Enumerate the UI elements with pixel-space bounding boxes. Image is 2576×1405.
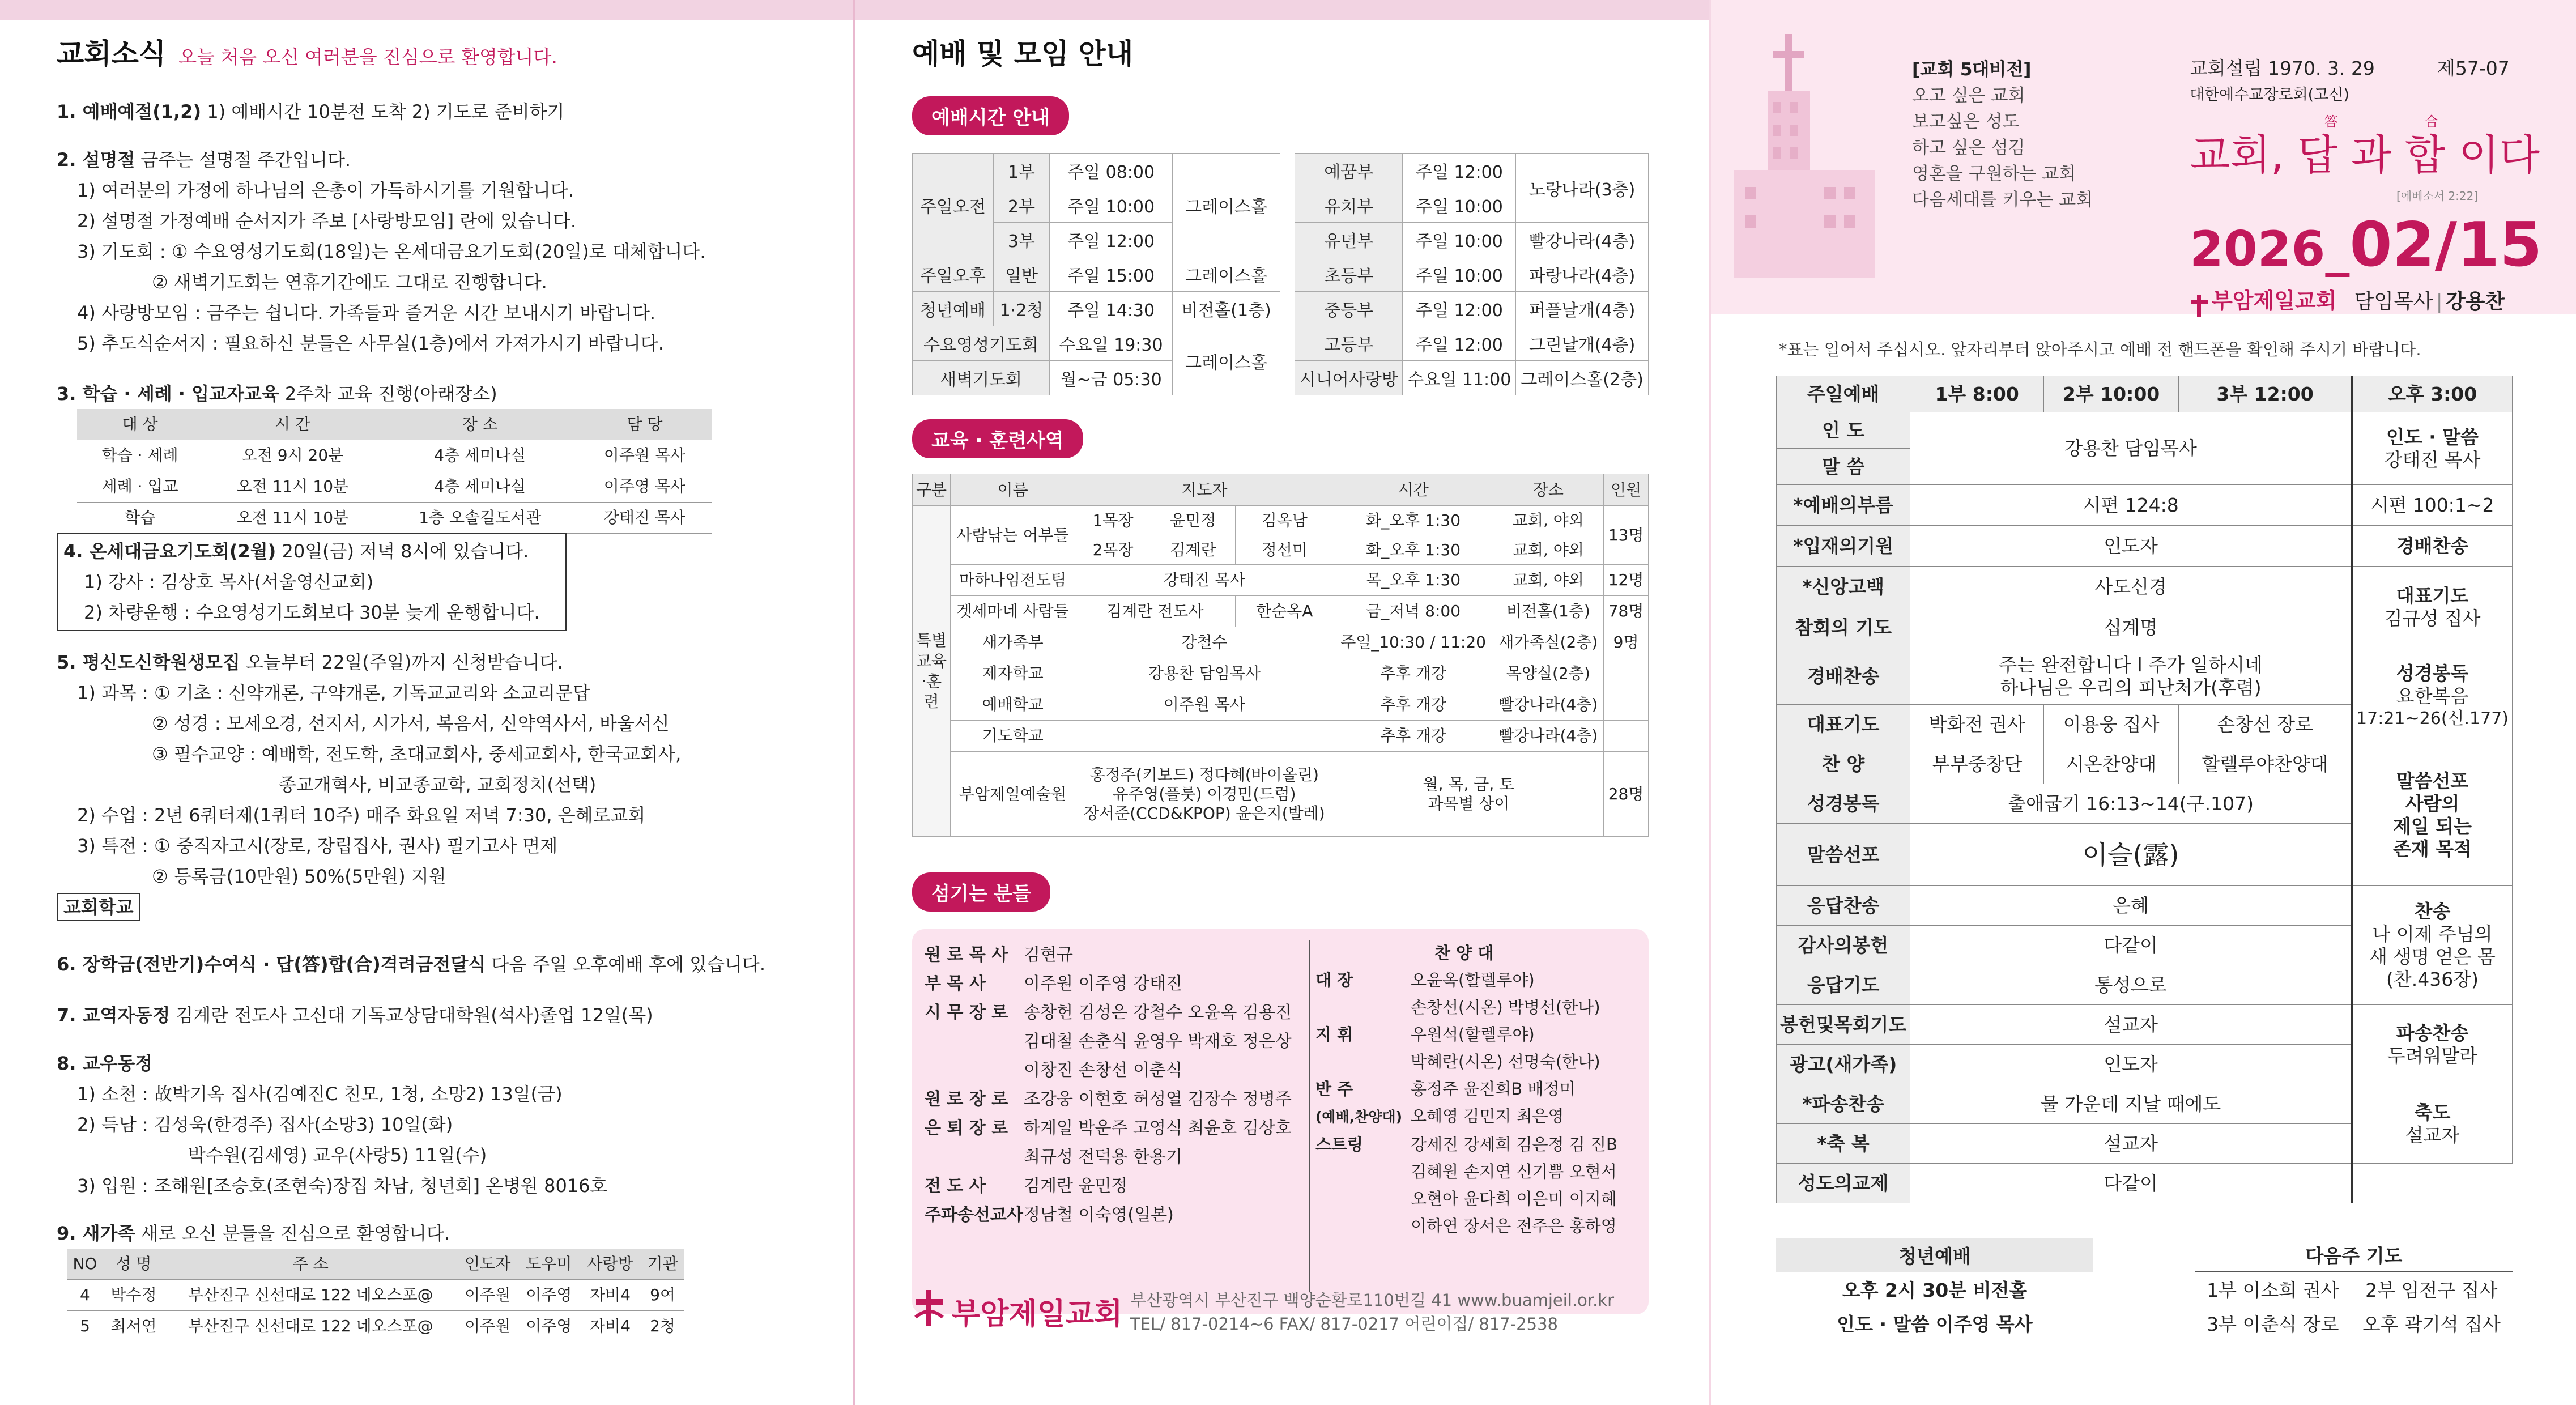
worship-title: 예배 및 모임 안내 [912, 37, 1134, 70]
table-row: 찬 양 부부중창단 시온찬양대 할렐루야찬양대 말씀선포 사람의 제일 되는 존재 목적 [1777, 744, 2513, 784]
item-line: 1) 과목 : ① 기초 : 신약개론, 구약개론, 기독교교리와 소교리문답 [77, 682, 590, 704]
staff-list: 원 로 목 사 김현규 부 목 사 이주원 이주영 강태진 시 무 장 로 송창헌 김성은 강철수 오윤옥 김용진 김대철 손춘식 윤영우 박재호 정은상 이창진 손창선 이춘식 원 로 장 로 조강웅 이현호 허성열 김장수 정병주 은 퇴 장 로 하계일 박운주 고영식 최윤호 김상호 최규성 전덕용 한용기 전 도 사 김계란 윤민정 주파송선교사정남철 이숙영(일본) [925, 945, 1292, 1225]
order-note: *표는 일어서 주십시오. 앞자리부터 앉아주시고 예배 전 핸드폰을 확인해 주시기 바랍니다. [1779, 340, 2421, 359]
item-line: 4) 사랑방모임 : 금주는 쉽니다. 가족들과 즐거운 시간 보내시기 바랍니다. [77, 302, 656, 323]
item-text: 금주는 설명절 주간입니다. [140, 149, 351, 171]
table-row: 제자학교 강용찬 담임목사 추후 개강 목양실(2층) [913, 658, 1649, 689]
vision-list: [교회 5대비전] 오고 싶은 교회 보고싶은 성도 하고 싶은 섬김 영혼을 구원하는 교회 다음세대를 키우는 교회 [1912, 59, 2093, 210]
news-header [57, 31, 557, 72]
table-row: 대표기도 박화전 권사 이용웅 집사 손창선 장로 [1777, 705, 2513, 744]
item-text: 김계란 전도사 고신대 기독교상담대학원(석사)졸업 12일(목) [176, 1004, 653, 1026]
news-item-5 [57, 647, 681, 922]
founded-date: 교회설립 1970. 3. 29 [2190, 57, 2375, 79]
item-text: 20일(금) 저녁 8시에 있습니다. [282, 540, 529, 562]
table-row: 겟세마네 사람들 김계란 전도사 한순옥A 금_저녁 8:00 비전홀(1층) 78명 [913, 596, 1649, 627]
denomination: 대한예수교장로회(고신) [2190, 86, 2349, 104]
department-times-table [1295, 153, 1649, 395]
table-row: *신앙고백 사도신경 대표기도 김규성 집사 [1777, 567, 2513, 607]
table-row: 5 최서연 부산진구 신선대로 122 네오스포@ 이주원 이주영 자비4 2청 [67, 1311, 684, 1342]
table-row: *입재의기원 인도자 경배찬송 [1777, 526, 2513, 567]
education-pill: 교육 · 훈련사역 [912, 419, 1083, 458]
item-line: 박수원(김세영) 교우(사랑5) 11일(수) [188, 1144, 487, 1166]
motto-char-b: 合 [2425, 114, 2438, 130]
item-heading: 6. 장학금(전반기)수여식 · 답(答)합(合)격려금전달식 [57, 953, 486, 975]
table-row: 응답찬송 은혜 찬송 나 이제 주님의 새 생명 얻은 몸 (찬.436장) [1777, 886, 2513, 926]
servants-box [912, 929, 1649, 1314]
footer-phone: TEL/ 817-0214~6 FAX/ 817-0217 어린이집/ 817-2538 [1130, 1314, 1558, 1334]
item-line: 5) 추도식순서지 : 필요하신 분들은 사무실(1층)에서 가져가시기 바랍니다. [77, 333, 664, 354]
issue-number: 제57-07 [2437, 57, 2510, 79]
item-line: 3) 특전 : ① 중직자고시(장로, 장립집사, 권사) 필기고사 면제 [77, 835, 558, 857]
item-line: 2) 설명절 가정예배 순서지가 주보 [사랑방모임] 란에 있습니다. [77, 210, 577, 232]
bulletin-date: 2026_02/15 [2190, 210, 2543, 280]
item-heading: 4. 온세대금요기도회(2월) [63, 540, 276, 562]
fold-line-1 [853, 0, 855, 1405]
item-heading: 5. 평신도신학원생모집 [57, 652, 240, 673]
table-row: 마하나임전도팀 강태진 목사 목_오후 1:30 교회, 야외 12명 [913, 565, 1649, 596]
table-row: 2부 주일 10:00 [913, 188, 1280, 223]
item-line: 2) 수업 : 2년 6쿼터제(1쿼터 10주) 매주 화요일 저녁 7:30, 은혜로교회 [77, 804, 646, 826]
table-row: 중등부 주일 12:00 퍼플날개(4층) [1295, 292, 1649, 326]
news-title: 교회소식 [57, 37, 167, 70]
header-church-line: 부암제일교회 담임목사 | 강용찬 [2190, 283, 2505, 317]
item-line: ③ 필수교양 : 예배학, 전도학, 초대교회사, 중세교회사, 한국교회사, [152, 743, 682, 765]
table-row: 주일예배 1부 8:00 2부 10:00 3부 12:00 오후 3:00 [1777, 376, 2513, 412]
item-text: 2주차 교육 진행(아래장소) [284, 383, 497, 405]
footer-address: 부산광역시 부산진구 백양순환로110번길 41 www.buamjeil.or.kr [1130, 1291, 1615, 1310]
item-line: 3) 입원 : 조해원[조승호(조현숙)장집 차남, 청년회] 온병원 8016호 [77, 1175, 608, 1197]
news-item-1 [57, 96, 564, 127]
church-logo-icon [2190, 295, 2209, 317]
new-family-table: NO 성 명 주 소 인도자 도우미 사랑방 기관 4 박수정 부산진구 신선대로 122 네오스포@ 이주원 이주영 자비4 9여 5 최서연 부산진구 신선대로 122 네오스포@ 이주원 이주영 자비4 2청 [67, 1249, 684, 1342]
table-row: 세례 · 입교 오전 11시 10분 4층 세미나실 이주영 목사 [77, 471, 712, 503]
choir-list: 찬 양 대 대 장 오윤옥(할렐루야) 손창선(시온) 박병선(한나) 지 휘 우원석(할렐루야) 박혜란(시온) 선명숙(한나) 반 주 홍정주 윤진희B 배정미 (예배,찬양대) 오혜영 김민지 최은영 스트링 강세진 강세희 김은정 김 진B 김혜원 손지연 신기쁨 오현서 오현아 윤다희 이은미 이지혜 이하연 장서은 전주은 홍하영 [1315, 943, 1617, 1236]
table-row: 봉헌및목회기도 설교자 파송찬송 두려워말라 [1777, 1005, 2513, 1045]
table-row: 부암제일예술원 홍정주(키보드) 정다혜(바이올린) 유주영(플룻) 이경민(드럼) 장서준(CCD&KPOP) 윤은지(발레) 월, 목, 금, 토 과목별 상이 28명 [913, 752, 1649, 837]
table-row: 청년예배 1·2청 주일 14:30 비전홀(1층) [913, 292, 1280, 326]
item-heading: 9. 새가족 [57, 1223, 135, 1244]
church-school-label: 교회학교 [57, 893, 140, 921]
item-heading: 7. 교역자동정 [57, 1004, 171, 1026]
news-item-3 [57, 378, 712, 534]
table-row: *파송찬송 물 가운데 지날 때에도 축도 설교자 [1777, 1084, 2513, 1124]
table-row: 유년부 주일 10:00 빨강나라(4층) [1295, 223, 1649, 257]
item-text: 오늘부터 22일(주일)까지 신청받습니다. [245, 652, 563, 673]
table-row: 응답기도 통성으로 [1777, 965, 2513, 1005]
education-training-table: 구분 이름 지도자 시간 장소 인원 특별교육·훈련 사람낚는 어부들 1목장 윤민정 김옥남 화_오후 1:30 교회, 야외 13명 2목장 김계란 정선미 화_오후 1:30 교회, 야외 마하나임전도팀 강태진 목사 목_오후 1:30 교회, 야외 12명 겟세마네 사람들 김계란 전도사 한순옥A 금_저녁 8:00 비전홀(1층) 78명 새가족부 강철수 주일_10:30 / 11:20 새가족실(2층) 9명 제자학교 강용찬 담임목사 추후 개강 목양실(2층) 예배학교 이주원 목사 추후 개강 빨강나라(4층) 기도학교 추후 개강 빨강나라(4층) 부암제일예술원 홍정주(키보드) 정다혜(바이올린) 유주영(플룻) 이경민(드럼) 장서준(CCD&KPOP) 윤은지(발레) 월, 목, 금, 토 과목별 상이 28명 [912, 474, 1649, 837]
table-row: 주일오후 일반 주일 15:00 그레이스홀 [913, 257, 1280, 292]
item-line: 1) 강사 : 김상호 목사(서울영신교회) [84, 571, 374, 593]
table-row: 기도학교 추후 개강 빨강나라(4층) [913, 721, 1649, 752]
worship-times-table [912, 153, 1280, 395]
servants-divider [1309, 940, 1310, 1292]
item-line: 1) 소천 : 故박기옥 집사(김예진C 친모, 1청, 소망2) 13일(금) [77, 1083, 563, 1105]
table-row: 4 박수정 부산진구 신선대로 122 네오스포@ 이주원 이주영 자비4 9여 [67, 1280, 684, 1311]
item-line: 2) 차량운행 : 수요영성기도회보다 30분 늦게 운행합니다. [84, 602, 540, 623]
table-row: 성경봉독 출애굽기 16:13~14(구.107) [1777, 784, 2513, 824]
footer-church-name: 부암제일교회 [952, 1297, 1123, 1331]
news-item-4 [57, 533, 567, 631]
table-row: 초등부 주일 10:00 파랑나라(4층) [1295, 257, 1649, 292]
next-week-prayer-box: 다음주 기도 1부 이소희 권사 2부 임전구 집사 3부 이춘식 장로 오후 곽기석 집사 [2195, 1238, 2513, 1340]
table-row: 학습 · 세례 오전 9시 20분 4층 세미나실 이주원 목사 [77, 440, 712, 471]
table-row: 광고(새가족) 인도자 [1777, 1045, 2513, 1084]
motto-char-a: 答 [2324, 114, 2338, 130]
youth-worship-box: 청년예배 오후 2시 30분 비전홀 인도 · 말씀 이주영 목사 [1776, 1238, 2093, 1340]
item-line: 2) 득남 : 김성욱(한경주) 집사(소망3) 10일(화) [77, 1114, 453, 1135]
item-line: 1) 여러분의 가정에 하나님의 은총이 가득하시기를 기원합니다. [77, 180, 574, 201]
servants-pill: 섬기는 분들 [912, 872, 1050, 912]
table-row: 말씀선포 이슬(露) [1777, 824, 2513, 886]
table-row: *예배의부름 시편 124:8 시편 100:1~2 [1777, 485, 2513, 526]
item-line: ② 성경 : 모세오경, 선지서, 시가서, 복음서, 신약역사서, 바울서신 [152, 713, 670, 734]
table-row: 새가족부 강철수 주일_10:30 / 11:20 새가족실(2층) 9명 [913, 627, 1649, 658]
item-line: 종교개혁사, 비교종교학, 교회정치(선택) [279, 774, 597, 795]
table-row: *축 복 설교자 [1777, 1124, 2513, 1164]
table-row: 경배찬송 주는 완전합니다 l 주가 일하시네 하나님은 우리의 피난처가(후렴) 성경봉독 요한복음 17:21~26(신.177) [1777, 648, 2513, 705]
news-item-7 [57, 1000, 653, 1031]
table-row: 유치부 주일 10:00 [1295, 188, 1649, 223]
table-row: 참회의 기도 십계명 [1777, 607, 2513, 648]
item-heading: 8. 교우동정 [57, 1053, 153, 1074]
table-row: 인 도 강용찬 담임목사 인도 · 말씀 강태진 목사 [1777, 412, 2513, 449]
item-heading: 3. 학습 · 세례 · 입교자교육 [57, 383, 279, 405]
item-text: 다음 주일 오후예배 후에 있습니다. [491, 953, 766, 975]
table-row: 특별교육·훈련 사람낚는 어부들 1목장 윤민정 김옥남 화_오후 1:30 교회, 야외 13명 [913, 506, 1649, 535]
table-row: 새벽기도회 월~금 05:30 [913, 361, 1280, 395]
church-news-panel [57, 0, 850, 1405]
motto-verse: [에베소서 2:22] [2396, 189, 2479, 203]
table-row: 학습 오전 11시 10분 1층 오솔길도서관 강태진 목사 [77, 503, 712, 534]
church-building-illustration [1717, 23, 1887, 306]
item-line: ② 등록금(10만원) 50%(5만원) 지원 [152, 866, 446, 887]
education-table: 대 상 시 간 장 소 담 당 학습 · 세례 오전 9시 20분 4층 세미나실 이주원 목사 세례 · 입교 오전 11시 10분 4층 세미나실 이주영 목사 학습 오전 11시 10분 1층 오솔길도서관 강태진 목사 [77, 409, 712, 534]
table-row: 감사의봉헌 다같이 [1777, 926, 2513, 965]
order-of-worship-table [1776, 376, 2513, 1203]
table-row: 주일오전 1부 주일 08:00 그레이스홀 [913, 154, 1280, 188]
table-row: 예꿈부 주일 12:00 노랑나라(3층) [1295, 154, 1649, 188]
item-text: 1) 예배시간 10분전 도착 2) 기도로 준비하기 [207, 101, 565, 122]
item-text: 새로 오신 분들을 진심으로 환영합니다. [140, 1223, 450, 1244]
table-row: 수요영성기도회 수요일 19:30 그레이스홀 [913, 326, 1280, 361]
church-footer [912, 1283, 1649, 1334]
worship-times-pill: 예배시간 안내 [912, 96, 1069, 135]
item-heading: 1. 예배예절(1,2) [57, 101, 202, 122]
table-row: 3부 주일 12:00 [913, 223, 1280, 257]
table-row: 말 씀 [1777, 449, 2513, 485]
news-item-8 [57, 1048, 607, 1201]
news-item-6 [57, 949, 765, 980]
news-subtitle: 오늘 처음 오신 여러분을 진심으로 환영합니다. [178, 46, 557, 68]
table-row: 예배학교 이주원 목사 추후 개강 빨강나라(4층) [913, 689, 1649, 721]
cover-header [1711, 0, 2576, 314]
table-row: 고등부 주일 12:00 그린날개(4층) [1295, 326, 1649, 361]
table-row: 2목장 김계란 정선미 화_오후 1:30 교회, 야외 [913, 535, 1649, 565]
item-heading: 2. 설명절 [57, 149, 135, 171]
news-item-9 [57, 1218, 684, 1342]
item-line: ② 새벽기도회는 연휴기간에도 그대로 진행합니다. [152, 271, 547, 293]
news-item-2 [57, 144, 706, 359]
church-logo-icon [912, 1289, 946, 1329]
table-row: 시니어사랑방 수요일 11:00 그레이스홀(2층) [1295, 361, 1649, 395]
table-row: 성도의교제 다같이 [1777, 1164, 2513, 1203]
motto: 교회, 답 과 합 이다 [2190, 131, 2540, 180]
item-line: 3) 기도회 : ① 수요영성기도회(18일)는 온세대금요기도회(20일)로 대체합니다. [77, 241, 706, 262]
